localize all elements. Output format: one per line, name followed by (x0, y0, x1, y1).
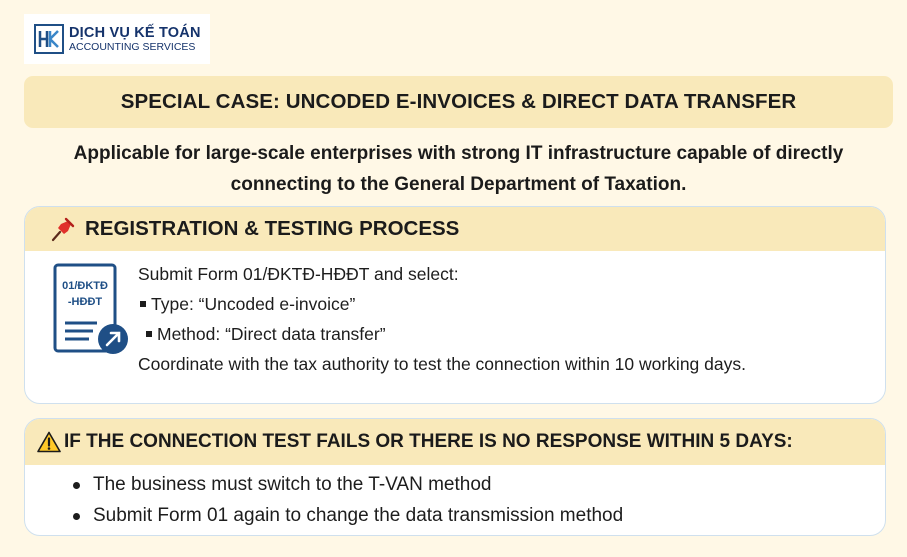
bullet-square-icon (146, 331, 152, 337)
svg-text:01/ĐKTĐ: 01/ĐKTĐ (62, 280, 108, 292)
failure-list (71, 469, 623, 531)
pushpin-icon (49, 215, 77, 243)
method-item: Method: “Direct data transfer” (138, 319, 838, 349)
registration-header (25, 207, 885, 251)
type-item: Type: “Uncoded e-invoice” (138, 289, 838, 319)
list-item: The business must switch to the T-VAN method (71, 469, 623, 500)
svg-text:-HĐĐT: -HĐĐT (67, 296, 103, 308)
list-item: Submit Form 01 again to change the data transmission method (71, 500, 623, 531)
logo-mark-icon (34, 24, 64, 54)
document-form-icon (53, 263, 131, 357)
logo-title: DỊCH VỤ KẾ TOÁN (69, 24, 201, 41)
registration-card (24, 206, 886, 404)
registration-step-submit: Submit Form 01/ĐKTĐ-HĐĐT and select: (138, 264, 459, 284)
page-subtitle: Applicable for large-scale enterprises with strong IT infrastructure capable of directly connecting to the General Department of Taxation. (73, 143, 844, 195)
failure-heading: IF THE CONNECTION TEST FAILS OR THERE IS NO RESPONSE WITHIN 5 DAYS: (64, 431, 793, 452)
page-title: SPECIAL CASE: UNCODED E-INVOICES & DIRECT DATA TRANSFER (24, 76, 893, 128)
failure-header (25, 419, 885, 465)
failure-card (24, 418, 886, 536)
company-logo (24, 14, 210, 64)
registration-body (138, 259, 838, 379)
bullet-square-icon (140, 301, 146, 307)
warning-icon (37, 431, 61, 453)
registration-step-test: Coordinate with the tax authority to test the connection within 10 working days. (138, 354, 746, 374)
registration-heading: REGISTRATION & TESTING PROCESS (85, 217, 460, 240)
logo-subtitle: ACCOUNTING SERVICES (69, 41, 196, 53)
